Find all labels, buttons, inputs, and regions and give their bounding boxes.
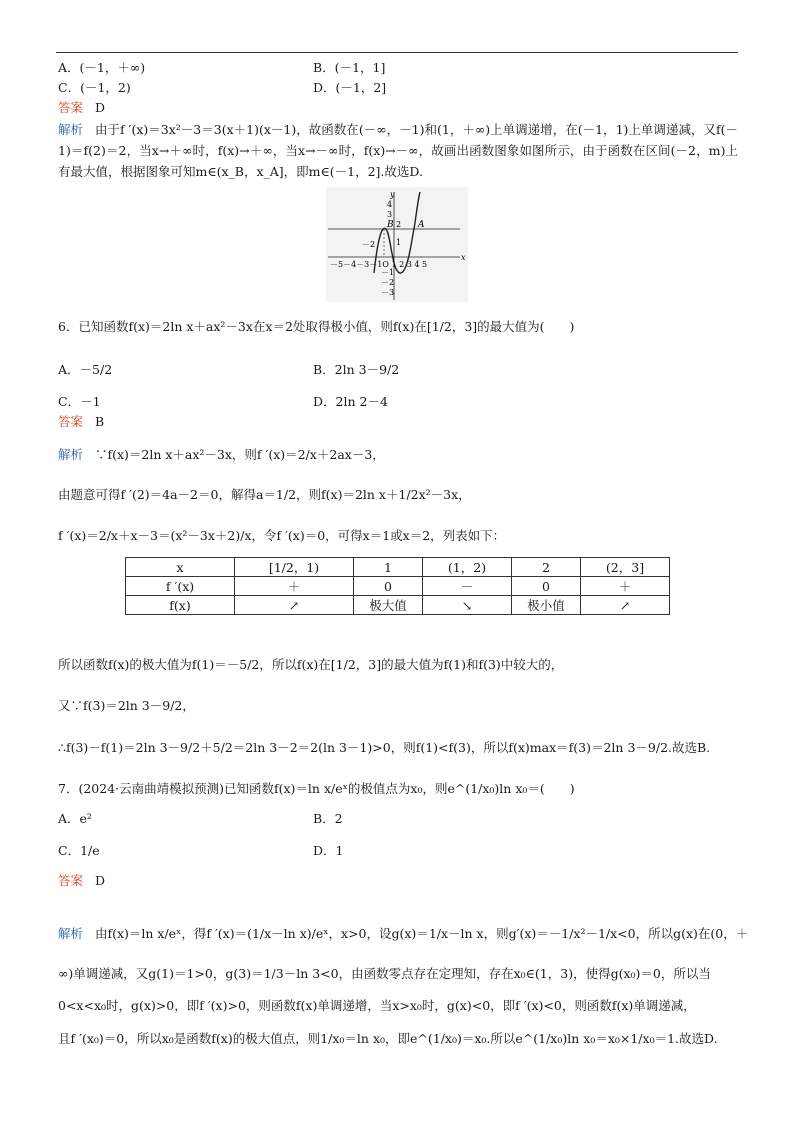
q6-analysis-line-1 (58, 446, 385, 464)
q6-analysis-line-3: f ′(x)＝2/x＋x－3＝(x²－3x＋2)/x，令f ′(x)＝0，可得x＝1或x＝2，列表如下： (58, 528, 506, 543)
q7-stem: 7．(2024·云南曲靖模拟预测)已知函数f(x)＝ln x/eˣ的极值点为x₀，则e^(1/x₀)ln x₀＝( ) (58, 781, 575, 796)
q6-analysis-line-5: 又∵f(3)＝2ln 3－9/2， (58, 698, 195, 713)
table-cell: ↗ (581, 596, 670, 615)
analysis-text: 由f(x)＝ln x/eˣ，得f ′(x)＝(1/x－ln x)/eˣ，x>0，设g(x)＝1/x－ln x，则g′(x)＝－1/x²－1/x<0，所以g(x)在(0，＋ (94, 926, 749, 941)
q7-analysis-line-4: 且f ′(x₀)＝0，所以x₀是函数f(x)的极大值点，则1/x₀＝ln x₀，即e^(1/x₀)＝x₀.所以e^(1/x₀)ln x₀＝x₀×1/x₀＝1.故选D. (58, 1031, 718, 1046)
y-tick-neg2: －2 (381, 278, 395, 287)
monotonicity-table (125, 557, 670, 615)
analysis-label: 解析 (58, 926, 84, 941)
q7-analysis-line-2: ∞)单调递减，又g(1)＝1>0，g(3)＝1/3－ln 3<0，由函数零点存在定理知，存在x₀∈(1，3)，使得g(x₀)＝0，所以当 (58, 966, 711, 981)
y-tick-neg1: －1 (381, 268, 395, 277)
q6-analysis-line-6: ∴f(3)－f(1)＝2ln 3－9/2＋5/2＝2ln 3－2＝2(ln 3－1)>0，则f(1)<f(3)，所以f(x)max＝f(3)＝2ln 3－9/2.故选B. (58, 740, 711, 755)
y-axis-label: y (390, 190, 395, 199)
table-cell: [1/2，1) (235, 558, 354, 577)
table-cell: 2 (512, 558, 581, 577)
answer-value: B (94, 414, 105, 429)
x-label-neg2: －2 (362, 240, 376, 249)
table-cell: ＋ (235, 577, 354, 596)
answer-label: 答案 (58, 414, 84, 429)
table-cell: (1，2) (423, 558, 512, 577)
q7-answer (58, 872, 105, 890)
table-cell: x (126, 558, 235, 577)
answer-value: D (94, 873, 105, 888)
analysis-label: 解析 (58, 447, 84, 462)
q5-option-c: C．(－1，2) (58, 80, 131, 95)
q5-analysis (58, 119, 738, 182)
answer-value: D (94, 100, 105, 115)
table-cell: f(x) (126, 596, 235, 615)
y-tick-neg3: －3 (381, 288, 395, 297)
table-cell: ↗ (235, 596, 354, 615)
table-row (126, 596, 670, 615)
y-tick-2: 2 (396, 220, 402, 229)
q5-option-d: D．(－1，2] (313, 80, 387, 95)
x-axis-label: x (461, 253, 466, 262)
label-b: B (387, 220, 394, 230)
table-cell: (2，3] (581, 558, 670, 577)
table-cell: ↘ (423, 596, 512, 615)
q7-option-c: C．1/e (58, 843, 100, 858)
table-cell: ＋ (581, 577, 670, 596)
q5-option-b: B．(－1，1] (313, 60, 386, 75)
table-cell: 0 (354, 577, 423, 596)
table-row (126, 558, 670, 577)
y-tick-4: 4 (387, 200, 393, 209)
q7-option-a: A．e² (58, 811, 92, 826)
table-cell: 极小值 (512, 596, 581, 615)
table-cell: － (423, 577, 512, 596)
q6-stem: 6．已知函数f(x)＝2ln x＋ax²－3x在x＝2处取得极小值，则f(x)在[1/2，3]的最大值为( ) (58, 319, 575, 334)
table-cell: f ′(x) (126, 577, 235, 596)
q6-answer (58, 413, 104, 431)
analysis-text: 由于f ′(x)＝3x²－3＝3(x＋1)(x－1)，故函数在(－∞，－1)和(1，＋∞)上单调递增，在(－1，1)上单调递减，又f(－1)＝f(2)＝2，当x→＋∞时，f(x)→＋∞，当x→－∞时，f(x)→－∞，故画出函数图象如图所示，由于函数在区间(－2，m)上有最大值，根据图象可知m∈(x_B，x_A]，即m∈(－1，2].故选D. (58, 122, 738, 179)
y-tick-1: 1 (396, 238, 402, 247)
function-graph (326, 187, 468, 302)
q6-analysis-line-4: 所以函数f(x)的极大值为f(1)＝－5/2，所以f(x)在[1/2，3]的最大值为f(1)和f(3)中较大的， (58, 657, 564, 672)
table-cell: 0 (512, 577, 581, 596)
q6-option-c: C．－1 (58, 394, 101, 409)
q6-analysis-line-2: 由题意可得f ′(2)＝4a－2＝0，解得a＝1/2，则f(x)＝2ln x＋1/2x²－3x， (58, 487, 471, 502)
q5-answer (58, 99, 105, 117)
x-ticks: －5－4－3－1O 1 2 3 4 5 (330, 260, 428, 269)
answer-label: 答案 (58, 873, 84, 888)
q7-analysis-line-1 (58, 925, 748, 943)
table-cell: 极大值 (354, 596, 423, 615)
table-cell: 1 (354, 558, 423, 577)
label-a: A (418, 220, 425, 230)
answer-label: 答案 (58, 100, 84, 115)
table-row (126, 577, 670, 596)
q7-option-d: D．1 (313, 843, 344, 858)
analysis-label: 解析 (58, 122, 84, 137)
q5-option-a: A．(－1，＋∞) (58, 60, 146, 75)
y-tick-3: 3 (387, 210, 393, 219)
q7-analysis-line-3: 0<x<x₀时，g(x)>0，即f ′(x)>0，则函数f(x)单调递增，当x>x₀时，g(x)<0，即f ′(x)<0，则函数f(x)单调递减， (58, 998, 696, 1013)
q6-option-a: A．－5/2 (58, 362, 113, 377)
analysis-text: ∵f(x)＝2ln x＋ax²－3x，则f ′(x)＝2/x＋2ax－3， (94, 447, 385, 462)
header-rule (56, 52, 738, 53)
q7-option-b: B．2 (313, 811, 343, 826)
q6-option-d: D．2ln 2－4 (313, 394, 388, 409)
q6-option-b: B．2ln 3－9/2 (313, 362, 400, 377)
